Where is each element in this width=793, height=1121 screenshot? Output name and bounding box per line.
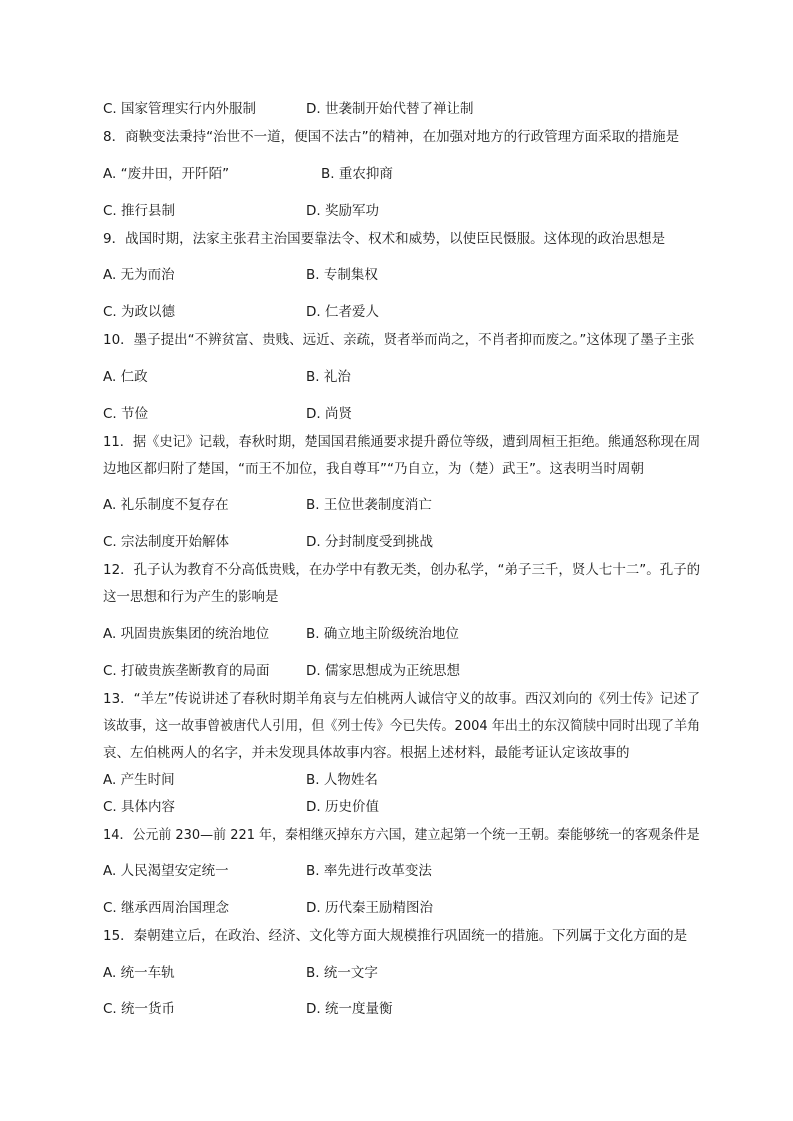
option-c: C. 国家管理实行内外服制	[103, 101, 257, 117]
question-12-stem-line2: 这一思想和行为产生的影响是	[103, 589, 279, 605]
question-15-option-b: B. 统一文字	[306, 965, 378, 981]
question-8-stem: 8．商鞅变法秉持“治世不一道，便国不法古”的精神，在加强对地方的行政管理方面采取的措施是	[103, 129, 680, 145]
question-10-option-c: C. 节俭	[103, 406, 149, 422]
question-13-option-c: C. 具体内容	[103, 799, 176, 815]
question-13-stem-line2: 该故事，这一故事曾被唐代人引用，但《列士传》今已失传。2004 年出土的东汉简牍中同时出现了羊角	[103, 718, 701, 734]
question-12-option-d: D. 儒家思想成为正统思想	[306, 663, 460, 679]
question-13-stem-line1: 13．“羊左”传说讲述了春秋时期羊角哀与左伯桃两人诚信守义的故事。西汉刘向的《列士传》记述了	[103, 691, 701, 707]
question-8-option-c: C. 推行县制	[103, 203, 176, 219]
question-9-option-d: D. 仁者爱人	[306, 304, 379, 320]
question-11-stem-line2: 边地区都归附了楚国，“而王不加位，我自尊耳”“乃自立，为（楚）武王”。这表明当时周朝	[103, 461, 644, 477]
question-10-option-a: A. 仁政	[103, 369, 148, 385]
question-14-option-a: A. 人民渴望安定统一	[103, 863, 229, 879]
question-8-option-a: A. “废井田，开阡陌”	[103, 166, 230, 182]
question-12-option-b: B. 确立地主阶级统治地位	[306, 626, 459, 642]
question-13-option-b: B. 人物姓名	[306, 772, 378, 788]
question-9-option-c: C. 为政以德	[103, 304, 176, 320]
question-9-option-a: A. 无为而治	[103, 267, 175, 283]
question-10-option-d: D. 尚贤	[306, 406, 352, 422]
question-11-stem-line1: 11．据《史记》记载，春秋时期，楚国国君熊通要求提升爵位等级，遭到周桓王拒绝。熊通怒称现在周	[103, 434, 701, 450]
question-11-option-a: A. 礼乐制度不复存在	[103, 497, 229, 513]
question-11-option-c: C. 宗法制度开始解体	[103, 534, 230, 550]
question-14-option-c: C. 继承西周治国理念	[103, 900, 230, 916]
question-10-stem: 10．墨子提出“不辨贫富、贵贱、远近、亲疏，贤者举而尚之，不肖者抑而废之。”这体现了墨子主张	[103, 332, 695, 348]
question-8-option-d: D. 奖励军功	[306, 203, 379, 219]
question-13-option-d: D. 历史价值	[306, 799, 379, 815]
question-8-option-b: B. 重农抑商	[321, 166, 393, 182]
question-12-stem-line1: 12．孔子认为教育不分高低贵贱，在办学中有教无类，创办私学，“弟子三千，贤人七十二”。孔子的	[103, 562, 701, 578]
question-14-stem: 14．公元前 230—前 221 年，秦相继灭掉东方六国，建立起第一个统一王朝。秦能够统一的客观条件是	[103, 827, 700, 843]
question-15-option-c: C. 统一货币	[103, 1001, 176, 1017]
question-9-stem: 9．战国时期，法家主张君主治国要靠法令、权术和威势，以使臣民慑服。这体现的政治思想是	[103, 231, 666, 247]
question-15-option-a: A. 统一车轨	[103, 965, 175, 981]
question-10-option-b: B. 礼治	[306, 369, 351, 385]
question-14-option-b: B. 率先进行改革变法	[306, 863, 432, 879]
option-d: D. 世袭制开始代替了禅让制	[306, 101, 474, 117]
question-12-option-c: C. 打破贵族垄断教育的局面	[103, 663, 270, 679]
question-12-option-a: A. 巩固贵族集团的统治地位	[103, 626, 270, 642]
question-15-stem: 15．秦朝建立后，在政治、经济、文化等方面大规模推行巩固统一的措施。下列属于文化方面的是	[103, 928, 688, 944]
question-9-option-b: B. 专制集权	[306, 267, 378, 283]
question-15-option-d: D. 统一度量衡	[306, 1001, 393, 1017]
question-11-option-d: D. 分封制度受到挑战	[306, 534, 433, 550]
question-14-option-d: D. 历代秦王励精图治	[306, 900, 433, 916]
question-13-option-a: A. 产生时间	[103, 772, 175, 788]
question-11-option-b: B. 王位世袭制度消亡	[306, 497, 432, 513]
question-13-stem-line3: 哀、左伯桃两人的名字，并未发现具体故事内容。根据上述材料，最能考证认定该故事的	[103, 745, 630, 761]
